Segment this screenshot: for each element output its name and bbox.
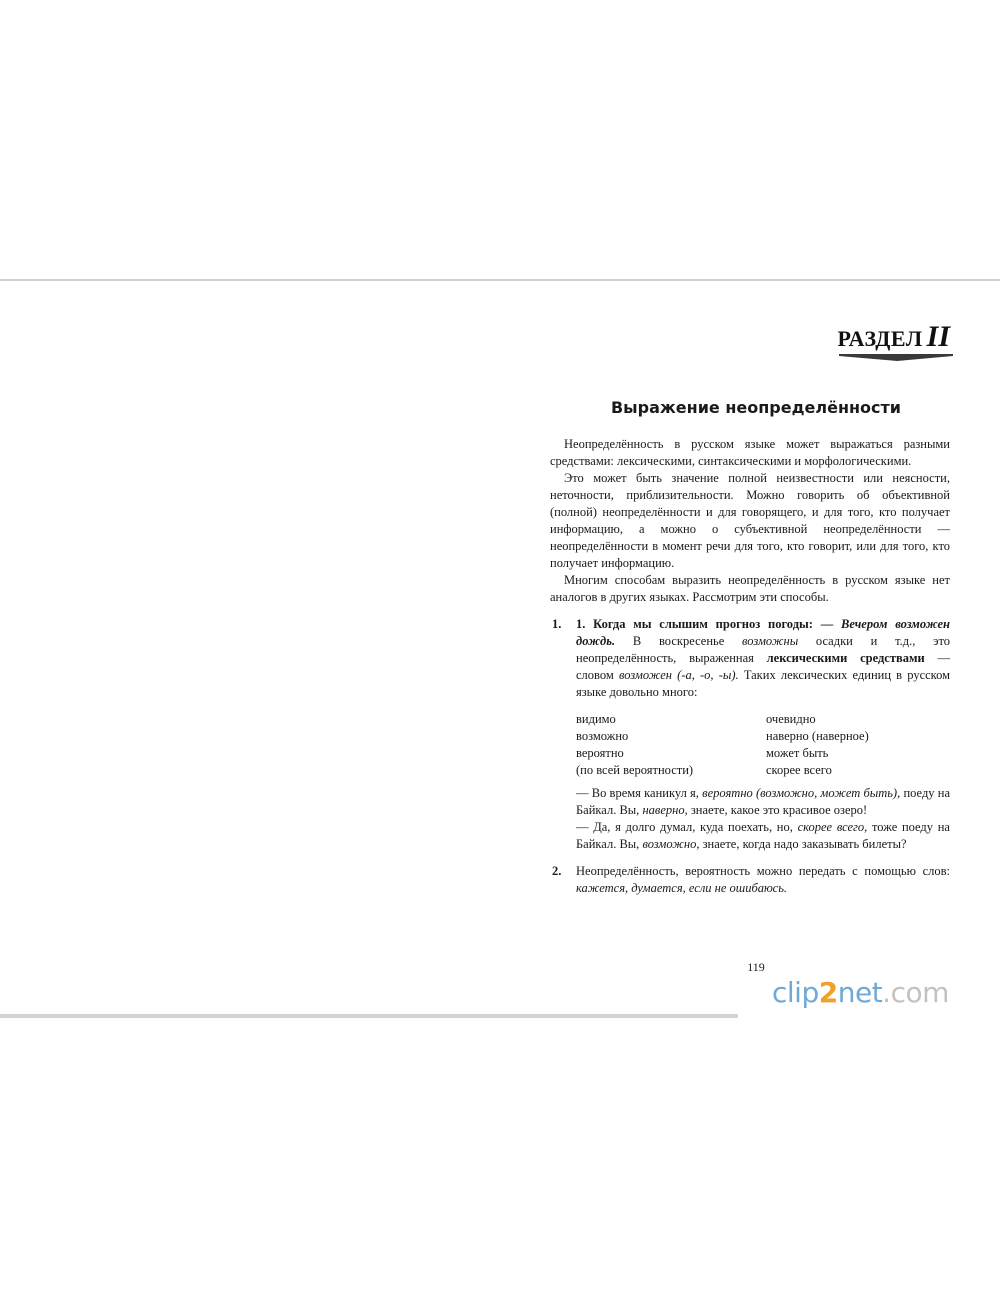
text: — Да, я долго думал, куда поехать, но,	[576, 820, 793, 834]
bold-term: лексическими средствами	[766, 651, 925, 665]
list-number: 2.	[552, 864, 562, 878]
example-text: возможны	[742, 634, 799, 648]
body-text	[550, 436, 950, 907]
text: В воскресенье	[632, 634, 725, 648]
section-heading	[837, 320, 950, 354]
page-title: Выражение неопределённости	[610, 398, 902, 417]
paragraph: Это может быть значение полной неизвестности или неясности, неточности, приблизительности. Можно говорить об объективной (полной) неопределённости и для говорящего, и для того, кто получает информацию, а можно о субъективной неопределённости — неопределённости в момент речи для того, кто говорит, или для того, кто получает информацию.	[550, 471, 950, 570]
watermark-part: 2	[818, 976, 838, 1009]
paragraph: Неопределённость в русском языке может выражаться разными средствами: лексическими, синтаксическими и морфологическими.	[550, 437, 950, 468]
example-text: Вечером возможен дождь.	[576, 617, 950, 648]
text: Таких лексических единиц в русском языке довольно много:	[576, 668, 951, 699]
paragraph	[576, 616, 950, 701]
word: (по всей вероятности)	[576, 763, 694, 777]
example-text: вероятно (возможно, может быть),	[702, 786, 901, 800]
word: может быть	[766, 746, 829, 760]
watermark-part: clip	[772, 976, 819, 1009]
bottom-divider	[0, 1014, 738, 1018]
numbered-list	[550, 616, 950, 897]
list-content	[576, 863, 950, 897]
text: осадки и т.д., это неопределённость, выраженная	[576, 634, 951, 665]
lead-text: 1. Когда мы слышим прогноз погоды: —	[576, 617, 834, 631]
text: Неопределённость, вероятность можно передать с помощью слов:	[576, 864, 950, 878]
page-number: 119	[747, 960, 765, 974]
text: поеду на Байкал. Вы,	[576, 786, 951, 817]
watermark-part: .com	[882, 976, 949, 1009]
word: наверно (наверное)	[766, 729, 869, 743]
text: — Во время каникул я,	[576, 786, 699, 800]
book-page	[550, 300, 952, 1000]
dialog-line	[576, 819, 950, 853]
paragraph: Многим способам выразить неопределённость в русском языке нет аналогов в других языках. Рассмотрим эти способы.	[550, 573, 950, 604]
list-content	[576, 616, 950, 853]
dialog-line	[576, 785, 950, 819]
section-numeral: II	[926, 320, 950, 353]
text: тоже поеду на Байкал. Вы,	[576, 820, 950, 851]
text: знаете, какое это красивое озеро!	[690, 803, 868, 817]
list-number: 1.	[552, 617, 562, 631]
list-item	[550, 616, 950, 853]
list-item	[550, 863, 950, 897]
top-divider	[0, 279, 1000, 281]
section-word: РАЗДЕЛ	[837, 326, 923, 351]
example-text: скорее всего,	[797, 820, 868, 834]
word: вероятно	[576, 746, 624, 760]
example-text: возможен (-а, -о, -ы).	[618, 668, 739, 682]
text: знаете, когда надо заказывать билеты?	[702, 837, 907, 851]
example-text: кажется, думается, если не ошибаюсь.	[576, 881, 788, 895]
word: видимо	[576, 712, 616, 726]
word: очевидно	[766, 712, 816, 726]
watermark-logo	[772, 976, 949, 1009]
text: — словом	[576, 651, 950, 682]
watermark-part: net	[837, 976, 883, 1009]
example-text: возможно,	[642, 837, 700, 851]
section-underline-icon	[837, 352, 955, 362]
paragraph	[576, 863, 950, 897]
word-list	[576, 711, 950, 779]
example-text: наверно,	[642, 803, 688, 817]
word: скорее всего	[766, 763, 832, 777]
word: возможно	[576, 729, 629, 743]
